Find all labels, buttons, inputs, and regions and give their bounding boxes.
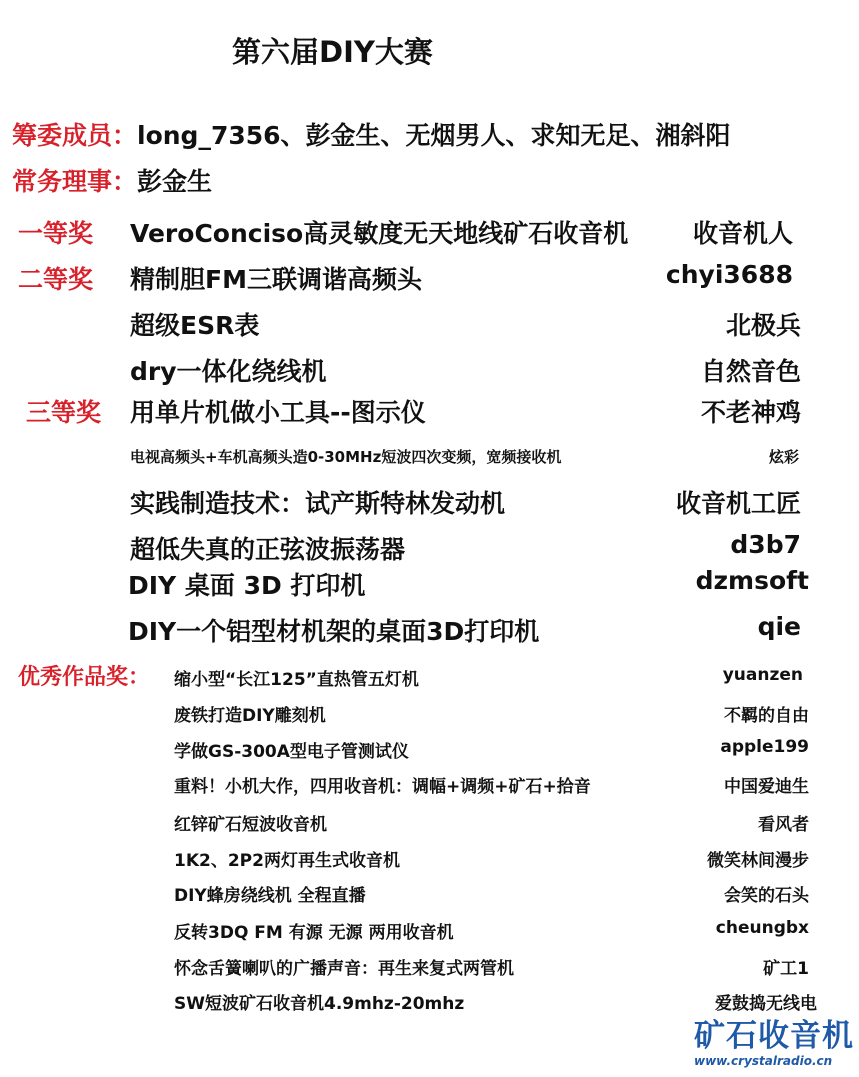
second-prize-entry-title: 精制胆FM三联调谐高频头 [130,265,422,294]
excellent-entry-title: 废铁打造DIY雕刻机 [174,706,326,726]
second-prize-entry-author: chyi3688 [665,260,793,289]
excellent-entry-author: apple199 [720,737,809,757]
committee-label: 筹委成员： [12,121,138,150]
excellent-entry-author: 矿工1 [763,959,809,979]
excellent-prize-label: 优秀作品奖： [18,665,151,690]
excellent-entry-author: 微笑林间漫步 [707,851,809,871]
third-prize-entry-title: 用单片机做小工具--图示仪 [130,398,426,427]
excellent-entry-title: DIY蜂房绕线机 全程直播 [174,886,366,906]
excellent-entry-title: 重料！小机大作，四用收音机：调幅+调频+矿石+拾音 [174,777,591,797]
page-title: 第六届DIY大赛 [232,35,433,69]
committee-row [12,116,731,152]
third-prize-entry-title: DIY一个铝型材机架的桌面3D打印机 [128,617,540,646]
excellent-entry-title: 红锌矿石短波收音机 [174,815,327,835]
excellent-entry-author: 中国爱迪生 [724,777,809,797]
excellent-entry-title: 1K2、2P2两灯再生式收音机 [174,851,400,871]
third-prize-entry-title: DIY 桌面 3D 打印机 [128,571,366,600]
third-prize-entry-author: 收音机工匠 [675,489,801,518]
excellent-entry-title: 怀念舌簧喇叭的广播声音：再生来复式两管机 [174,959,514,979]
first-prize-entry-author: 收音机人 [692,219,793,248]
excellent-entry-title: 缩小型“长江125”直热管五灯机 [174,670,419,690]
first-prize-label: 一等奖 [18,219,94,248]
excellent-entry-title: 学做GS-300A型电子管测试仪 [174,742,409,762]
executive-row [12,162,212,198]
site-logo [694,1010,854,1076]
third-prize-entry-author: 炫彩 [768,448,799,466]
logo-name: 矿石收音机 [694,1018,854,1054]
second-prize-entry-title: 超级ESR表 [130,311,260,340]
first-prize-entry-title: VeroConciso高灵敏度无天地线矿石收音机 [130,219,629,248]
second-prize-entry-author: 自然音色 [700,357,801,386]
third-prize-entry-author: dzmsoft [695,566,809,595]
third-prize-entry-author: d3b7 [730,530,801,559]
excellent-entry-title: SW短波矿石收音机4.9mhz-20mhz [174,994,465,1014]
third-prize-entry-author: qie [757,612,801,641]
committee-members: long_7356、彭金生、无烟男人、求知无足、湘斜阳 [137,121,731,150]
excellent-entry-author: 爱鼓捣无线电 [715,994,817,1014]
third-prize-entry-author: 不老神鸡 [700,398,801,427]
executive-label: 常务理事： [12,167,138,196]
third-prize-entry-title: 电视高频头+车机高频头造0-30MHz短波四次变频，宽频接收机 [130,448,562,466]
excellent-entry-author: cheungbx [715,918,809,938]
excellent-entry-author: 看风者 [758,815,809,835]
second-prize-entry-author: 北极兵 [725,311,801,340]
third-prize-label: 三等奖 [26,398,102,427]
third-prize-entry-title: 实践制造技术：试产斯特林发动机 [130,489,506,518]
third-prize-entry-title: 超低失真的正弦波振荡器 [130,535,406,564]
excellent-entry-author: yuanzen [722,665,803,685]
executive-member: 彭金生 [137,167,213,196]
second-prize-entry-title: dry一体化绕线机 [130,357,327,386]
excellent-entry-author: 不羁的自由 [724,706,809,726]
second-prize-label: 二等奖 [18,265,94,294]
excellent-entry-author: 会笑的石头 [724,886,809,906]
logo-url: www.crystalradio.cn [694,1054,833,1068]
excellent-entry-title: 反转3DQ FM 有源 无源 两用收音机 [174,923,454,943]
